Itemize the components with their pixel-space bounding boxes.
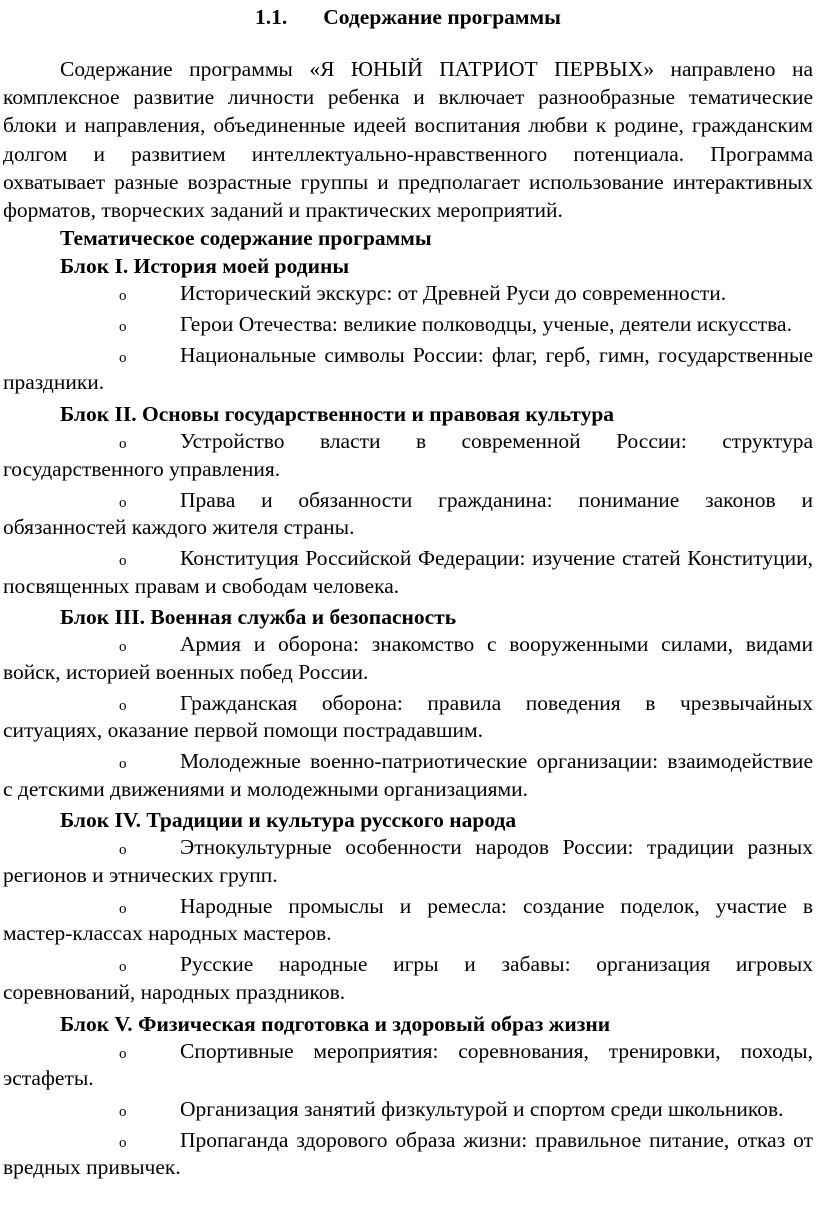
section-heading (3, 2, 813, 32)
list-item (3, 545, 813, 600)
list-item (3, 428, 813, 483)
list-item (3, 748, 813, 803)
block-5 (3, 1010, 813, 1182)
bullet-icon: o (119, 697, 127, 714)
list-item-text: Конституция Российской Федерации: изучение статей Конституции, посвященных правам и свободам человека. (3, 545, 813, 598)
bullet-icon: o (119, 959, 127, 976)
list-item (3, 631, 813, 686)
bullet-icon: o (119, 842, 127, 859)
block-title: Блок I. История моей родины (60, 254, 350, 279)
list-item (3, 951, 813, 1006)
block-3 (3, 603, 813, 803)
list-item (3, 834, 813, 889)
list-item-text: Этнокультурные особенности народов России: традиции разных регионов и этнических групп. (3, 835, 813, 887)
bullet-icon: o (119, 1045, 127, 1062)
bullet-icon: o (119, 1134, 127, 1151)
bullet-icon: o (119, 900, 127, 917)
bullet-icon: o (119, 319, 127, 335)
list-item (3, 1127, 813, 1182)
list-item-text: Устройство власти в современной России: структура государственного управления. (3, 429, 813, 481)
list-item-text: Гражданская оборона: правила поведения в чрезвычайных ситуациях, оказание первой помощи пострадавшим. (3, 690, 813, 743)
block-4 (3, 806, 813, 1006)
list-item-text: Пропаганда здорового образа жизни: правильное питание, отказ от вредных привычек. (3, 1127, 813, 1180)
list-item-text: Русские народные игры и забавы: организация игровых соревнований, народных праздников. (3, 952, 813, 1004)
list-item (3, 280, 813, 308)
section-number: 1.1. (255, 5, 288, 29)
list-item (3, 342, 813, 397)
bullet-icon: o (119, 288, 127, 305)
block-title: Блок IV. Традиции и культура русского народа (60, 808, 517, 833)
bullet-icon: o (119, 494, 127, 511)
section-title: Содержание программы (323, 5, 561, 29)
list-item-text: Армия и оборона: знакомство с вооруженными силами, видами войск, историей военных побед России. (3, 632, 813, 684)
block-title: Блок III. Военная служба и безопасность (60, 605, 457, 630)
bullet-icon: o (119, 552, 127, 569)
list-item-text: Герои Отечества: великие полководцы, ученые, деятели искусства. (180, 312, 792, 336)
block-2 (3, 400, 813, 600)
list-item (3, 487, 813, 542)
list-item-text: Народные промыслы и ремесла: создание поделок, участие в мастер-классах народных мастеров. (3, 893, 813, 946)
intro-paragraph: Содержание программы «Я ЮНЫЙ ПАТРИОТ ПЕРВЫХ» направлено на комплексное развитие личности ребенка и включает разнообразные тематические блоки и направления, объединенные идеей воспитания любви к родине, гражданским долгом и развитием интеллектуально-нравственного потенциала. Программа охватывает разные возрастные группы и предполагает использование интерактивных форматов, творческих заданий и практических мероприятий. (3, 57, 813, 223)
block-title: Блок V. Физическая подготовка и здоровый образ жизни (60, 1011, 611, 1036)
bullet-icon: o (119, 1103, 127, 1120)
bullet-icon: o (119, 756, 127, 773)
bullet-icon: o (119, 639, 127, 656)
list-item (3, 311, 813, 339)
block-title: Блок II. Основы государственности и правовая культура (60, 402, 615, 427)
list-item-text: Организация занятий физкультурой и спортом среди школьников. (180, 1096, 784, 1121)
thematic-heading: Тематическое содержание программы (60, 226, 432, 251)
list-item (3, 1038, 813, 1093)
list-item (3, 690, 813, 745)
blocks-container (3, 252, 813, 1182)
bullet-icon: o (119, 436, 127, 453)
list-item-text: Исторический экскурс: от Древней Руси до современности. (180, 281, 727, 306)
list-item-text: Права и обязанности гражданина: понимание законов и обязанностей каждого жителя страны. (3, 487, 813, 540)
block-1 (3, 252, 813, 397)
list-item (3, 1096, 813, 1124)
list-item-text: Молодежные военно-патриотические организации: взаимодействие с детскими движениями и молодежными организациями. (3, 749, 813, 801)
list-item (3, 893, 813, 948)
bullet-icon: o (119, 349, 127, 366)
list-item-text: Спортивные мероприятия: соревнования, тренировки, походы, эстафеты. (3, 1038, 813, 1091)
list-item-text: Национальные символы России: флаг, герб, гимн, государственные праздники. (3, 342, 813, 395)
